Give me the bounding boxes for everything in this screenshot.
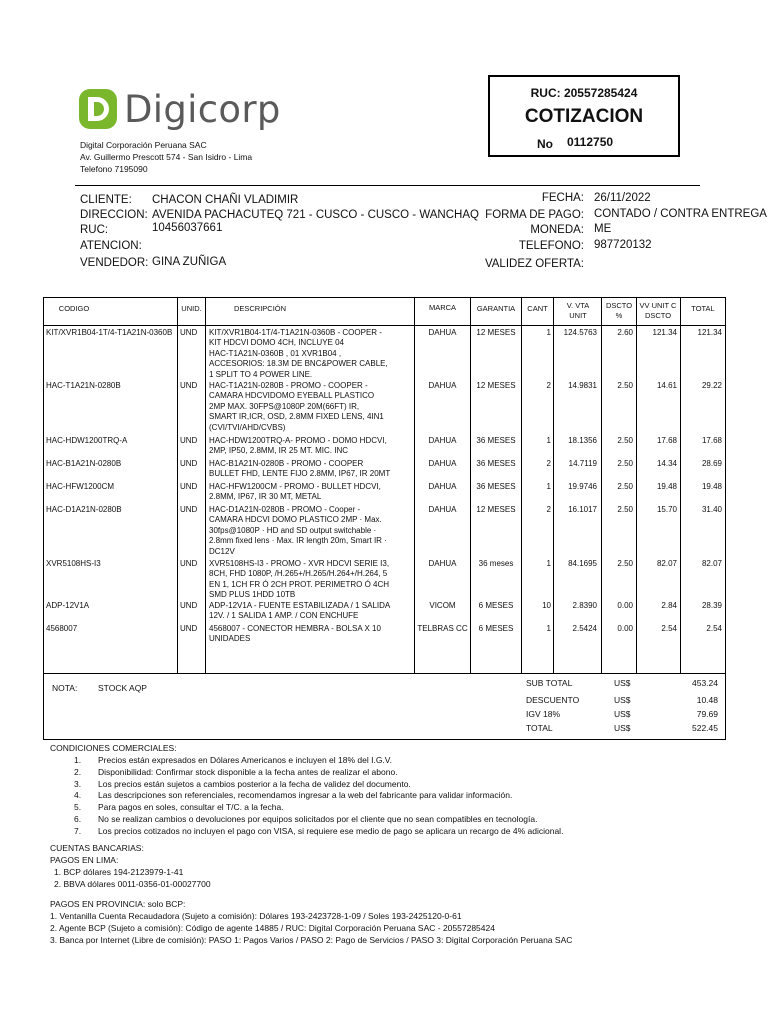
condition-number: 4. [74,790,82,801]
bank-title: CUENTAS BANCARIAS: [50,843,144,853]
cell-descripcion-line: 30fps@1080P · HD and SD output switchable · [209,525,377,535]
issuer-ruc: RUC: 20557285424 [530,86,638,100]
cliente-label: CLIENTE: [80,194,132,206]
cell-unid: UND [180,601,198,610]
validez-label: VALIDEZ OFERTA: [484,258,584,270]
header-unid: UNID. [181,304,202,313]
cell-vvta: 14.9831 [568,381,597,390]
cell-total: 82.07 [701,559,722,568]
cell-marca: DAHUA [428,559,457,568]
cell-dscto: 2.50 [617,559,633,568]
forma-pago-label: FORMA DE PAGO: [485,209,584,221]
cell-codigo: XVR5108HS-I3 [46,559,101,568]
cell-vvunit: 82.07 [656,559,677,568]
telefono-label: TELEFONO: [518,240,584,252]
lima-account: 2. BBVA dólares 0011-0356-01-00027700 [54,879,211,889]
ruc-value: 10456037661 [152,222,223,234]
cell-cant: 2 [546,505,551,514]
cell-descripcion-line: 8CH, FHD 1080P, /H.265+/H.265/H.264+/H.264, 5 [209,569,388,579]
cell-codigo: 4568007 [46,624,78,633]
cell-descripcion-line: KIT HDCVI DOMO 4CH, INCLUYE 04 [209,338,344,348]
cell-descripcion-line: BULLET FHD, LENTE FIJO 2.8MM, IP67, IR 20MT [209,469,391,479]
cell-vvta: 2.5424 [572,624,597,633]
lima-title: PAGOS EN LIMA: [50,855,119,865]
cell-marca: DAHUA [428,381,457,390]
cell-garantia: 12 MESES [476,328,516,337]
cell-unid: UND [180,559,198,568]
vendedor-value: GINA ZUÑIGA [152,256,227,268]
cell-garantia: 36 MESES [476,459,516,468]
cell-descripcion-line: (CVI/TVI/AHD/CVBS) [209,422,286,432]
total-label: TOTAL [526,723,553,733]
condition-text: Precios están expresados en Dólares Americanos e incluyen el 18% del I.G.V. [98,755,393,765]
cell-codigo: ADP-12V1A [46,601,90,610]
header-codigo: CODIGO [58,304,90,313]
cell-descripcion-line: ACCESORIOS: 18.3M DE BNC&POWER CABLE, [209,359,388,369]
header-marca: MARCA [428,303,457,312]
cell-vvta: 16.1017 [568,505,597,514]
telefono-value: 987720132 [594,239,652,251]
cell-descripcion-line: UNIDADES [209,634,251,644]
cell-garantia: 36 meses [478,559,514,568]
cell-marca: TELBRAS CC [417,624,468,633]
cell-unid: UND [180,328,198,337]
cell-marca: VICOM [429,601,456,610]
cell-descripcion-line: SMD PLUS 1HDD 10TB [209,590,296,600]
cell-descripcion-line: 4568007 - CONECTOR HEMBRA - BOLSA X 10 [209,624,381,633]
cell-marca: DAHUA [428,505,457,514]
cell-total: 28.39 [701,601,722,610]
header-garantia: GARANTIA [476,304,516,313]
cell-descripcion-line: CAMARA HDCVI DOMO PLASTICO 2MP · Max. [209,515,382,525]
cell-vvta: 18.1356 [568,436,597,445]
cell-codigo: HAC-T1A21N-0280B [46,381,121,390]
cell-vvunit: 2.84 [661,601,677,610]
cell-unid: UND [180,505,198,514]
ruc-label: RUC: [80,224,109,236]
province-option: 1. Ventanilla Cuenta Recaudadora (Sujeto a comisión): Dólares 193-2423728-1-09 / Soles 193-2425120-0-61 [50,911,462,921]
cell-codigo: HAC-HDW1200TRQ-A [46,436,128,445]
cell-dscto: 2.50 [617,459,633,468]
cell-unid: UND [180,459,198,468]
lima-account: 1. BCP dólares 194-2123979-1-41 [54,867,184,877]
cell-cant: 1 [546,482,551,491]
moneda-label: MONEDA: [530,224,584,236]
cell-codigo: HAC-B1A21N-0280B [46,459,122,468]
cell-cant: 2 [546,381,551,390]
total-value: 79.69 [696,709,718,719]
province-option: 3. Banca por Internet (Libre de comisión): PASO 1: Pagos Varios / PASO 2: Pago de Servicios / PASO 3: Digital Corporación Peruana SAC [50,935,573,945]
cell-vvunit: 121.34 [652,328,677,337]
conditions-title: CONDICIONES COMERCIALES: [50,743,177,753]
header-cant: CANT [527,304,548,313]
cell-vvta: 84.1695 [568,559,597,568]
direccion-label: DIRECCION: [80,209,148,221]
cell-cant: 1 [546,559,551,568]
cell-descripcion-line: XVR5108HS-I3 - PROMO - XVR HDCVI SERIE I3, [209,559,390,568]
cell-cant: 10 [542,601,551,610]
document-id-box [488,75,680,157]
forma-pago-value: CONTADO / CONTRA ENTREGA [594,208,767,220]
cell-dscto: 2.60 [617,328,633,337]
col-divider [177,297,178,674]
cell-vvunit: 2.54 [661,624,677,633]
quote-number: 0112750 [567,135,614,149]
cell-vvunit: 14.34 [656,459,677,468]
header-vvta: V. VTA UNIT [566,301,590,320]
cell-descripcion-line: HAC-HDW1200TRQ-A- PROMO - DOMO HDCVI, [209,436,387,445]
cell-vvta: 14.7119 [568,459,597,468]
atencion-label: ATENCION: [80,240,142,252]
cell-total: 17.68 [701,436,722,445]
total-value: 10.48 [696,695,718,705]
province-option: 2. Agente BCP (Sujeto a comisión): Código de agente 14885 / RUC: Digital Corporación Peruana SAC - 20557285424 [50,923,495,933]
condition-text: Las descripciones son referenciales, recomendamos ingresar a la web del fabricante para validar información. [98,790,513,801]
cell-garantia: 36 MESES [476,436,516,445]
header-divider [75,185,700,186]
cell-cant: 2 [546,459,551,468]
cell-marca: DAHUA [428,459,457,468]
cell-codigo: KIT/XVR1B04-1T/4-T1A21N-0360B [46,328,173,337]
total-currency: US$ [614,709,631,719]
cell-total: 29.22 [701,381,722,390]
cell-unid: UND [180,482,198,491]
cell-unid: UND [180,381,198,390]
condition-text: Los precios están sujetos a cambios posterior a la fecha de validez del documento. [98,778,411,789]
cell-vvunit: 17.68 [656,436,677,445]
total-currency: US$ [614,723,631,733]
fecha-label: FECHA: [541,192,584,204]
cell-descripcion-line: 2.8mm fixed lens · Max. IR length 20m, Smart IR · [209,536,387,546]
number-label: No [537,137,553,151]
header-total: TOTAL [691,304,715,313]
condition-number: 2. [74,766,82,777]
total-currency: US$ [614,695,631,705]
cell-descripcion-line: HAC-HFW1200CM - PROMO - BULLET HDCVI, [209,482,381,491]
condition-text: Para pagos en soles, consultar el T/C. a la fecha. [98,802,284,813]
cell-codigo: HAC-D1A21N-0280B [46,505,122,514]
col-divider [205,297,206,674]
cell-descripcion-line: 1 SPLIT TO 4 POWER LINE. [209,369,313,379]
cell-cant: 1 [546,436,551,445]
cell-total: 31.40 [701,505,722,514]
cell-descripcion-line: 2MP, IP50, 2.8MM, IR 25 MT. MIC. INC [209,446,348,456]
cell-vvta: 124.5763 [563,328,597,337]
cell-descripcion-line: HAC-D1A21N-0280B - PROMO - Cooper - [209,505,361,514]
condition-text: Los precios cotizados no incluyen el pago con VISA, si requiere ese medio de pago se aplicara un recargo de 4% adicional. [98,825,564,836]
cell-descripcion-line: 2MP MAX. 30FPS@1080P 20M(66FT) IR, [209,401,360,411]
document-title: COTIZACION [524,106,644,127]
cell-descripcion-line: DC12V [209,546,235,556]
cell-dscto: 2.50 [617,482,633,491]
cell-descripcion-line: ADP-12V1A - FUENTE ESTABILIZADA / 1 SALIDA [209,601,391,610]
digicorp-logo-icon [78,88,118,130]
note-text: STOCK AQP [98,683,147,693]
condition-text: Disponibilidad: Confirmar stock disponible a la fecha antes de realizar el abono. [98,766,398,777]
province-title: PAGOS EN PROVINCIA: solo BCP: [50,899,186,909]
cell-descripcion-line: 2.8MM, IP67, IR 30 MT, METAL [209,492,322,502]
cell-vvta: 2.8390 [572,601,597,610]
company-phone: Telefono 7195090 [80,164,148,174]
cell-descripcion-line: EN 1, 1CH FR Ó 2CH PROT. PERIMETRO Ó 4CH [209,579,390,589]
cell-descripcion-line: HAC-T1A21N-0360B , 01 XVR1B04 , [209,348,342,358]
cell-vvunit: 15.70 [656,505,677,514]
cell-codigo: HAC-HFW1200CM [46,482,115,491]
cell-vvunit: 19.48 [656,482,677,491]
note-label: NOTA: [52,683,78,693]
total-label: SUB TOTAL [526,678,573,688]
condition-number: 5. [74,802,82,813]
cell-dscto: 2.50 [617,381,633,390]
condition-text: No se realizan cambios o devoluciones por equipos solicitados por el cliente que no sean compatibles en tecnología. [98,814,538,824]
cell-descripcion-line: CAMARA HDCVIDOMO EYEBALL PLASTICO [209,391,375,401]
cell-total: 2.54 [706,624,722,633]
moneda-value: ME [594,223,612,235]
cell-vvta: 19.9746 [568,482,597,491]
cell-descripcion-line: HAC-B1A21N-0280B - PROMO - COOPER [209,459,364,468]
cell-total: 28.69 [701,459,722,468]
direccion-value: AVENIDA PACHACUTEQ 721 - CUSCO - CUSCO - WANCHAQ [152,209,479,221]
company-name: Digital Corporación Peruana SAC [80,140,207,150]
condition-number: 1. [74,755,82,765]
cell-marca: DAHUA [428,436,457,445]
company-address: Av. Guillermo Prescott 574 - San Isidro - Lima [80,152,253,162]
cell-descripcion-line: KIT/XVR1B04-1T/4-T1A21N-0360B - COOPER - [209,328,382,337]
cell-dscto: 2.50 [617,436,633,445]
condition-number: 3. [74,778,82,789]
total-currency: US$ [614,678,631,688]
header-dscto: DSCTO % [605,301,633,320]
total-label: IGV 18% [526,709,561,719]
condition-number: 6. [74,814,82,824]
total-label: DESCUENTO [526,695,580,705]
cell-garantia: 36 MESES [476,482,516,491]
vendedor-label: VENDEDOR: [80,257,149,269]
header-descripcion: DESCRIPCIÓN [233,304,287,313]
cell-marca: DAHUA [428,328,457,337]
table-header-divider [43,325,726,326]
cell-descripcion-line: HAC-T1A21N-0280B - PROMO - COOPER - [209,381,368,390]
brand-name: Digicorp [124,88,281,131]
cell-unid: UND [180,624,198,633]
cell-total: 121.34 [697,328,722,337]
total-value: 522.45 [692,723,718,733]
total-value: 453.24 [692,678,718,688]
cliente-value: CHACON CHAÑI VLADIMIR [152,194,299,206]
cell-cant: 1 [546,328,551,337]
cell-garantia: 12 MESES [476,505,516,514]
cell-descripcion-line: 12V. / 1 SALIDA 1 AMP. / CON ENCHUFE [209,611,359,621]
cell-total: 19.48 [701,482,722,491]
cell-dscto: 0.00 [617,624,633,633]
cell-descripcion-line: SMART IR,ICR, OSD, 2.8MM FIXED LENS, 4IN1 [209,412,384,422]
header-vvunit: VV UNIT C DSCTO [639,301,677,320]
cell-cant: 1 [546,624,551,633]
cell-garantia: 6 MESES [478,624,514,633]
cell-unid: UND [180,436,198,445]
cell-garantia: 12 MESES [476,381,516,390]
condition-number: 7. [74,825,82,836]
fecha-value: 26/11/2022 [594,192,651,204]
cell-dscto: 0.00 [617,601,633,610]
cell-dscto: 2.50 [617,505,633,514]
cell-marca: DAHUA [428,482,457,491]
cell-vvunit: 14.61 [656,381,677,390]
cell-garantia: 6 MESES [478,601,514,610]
